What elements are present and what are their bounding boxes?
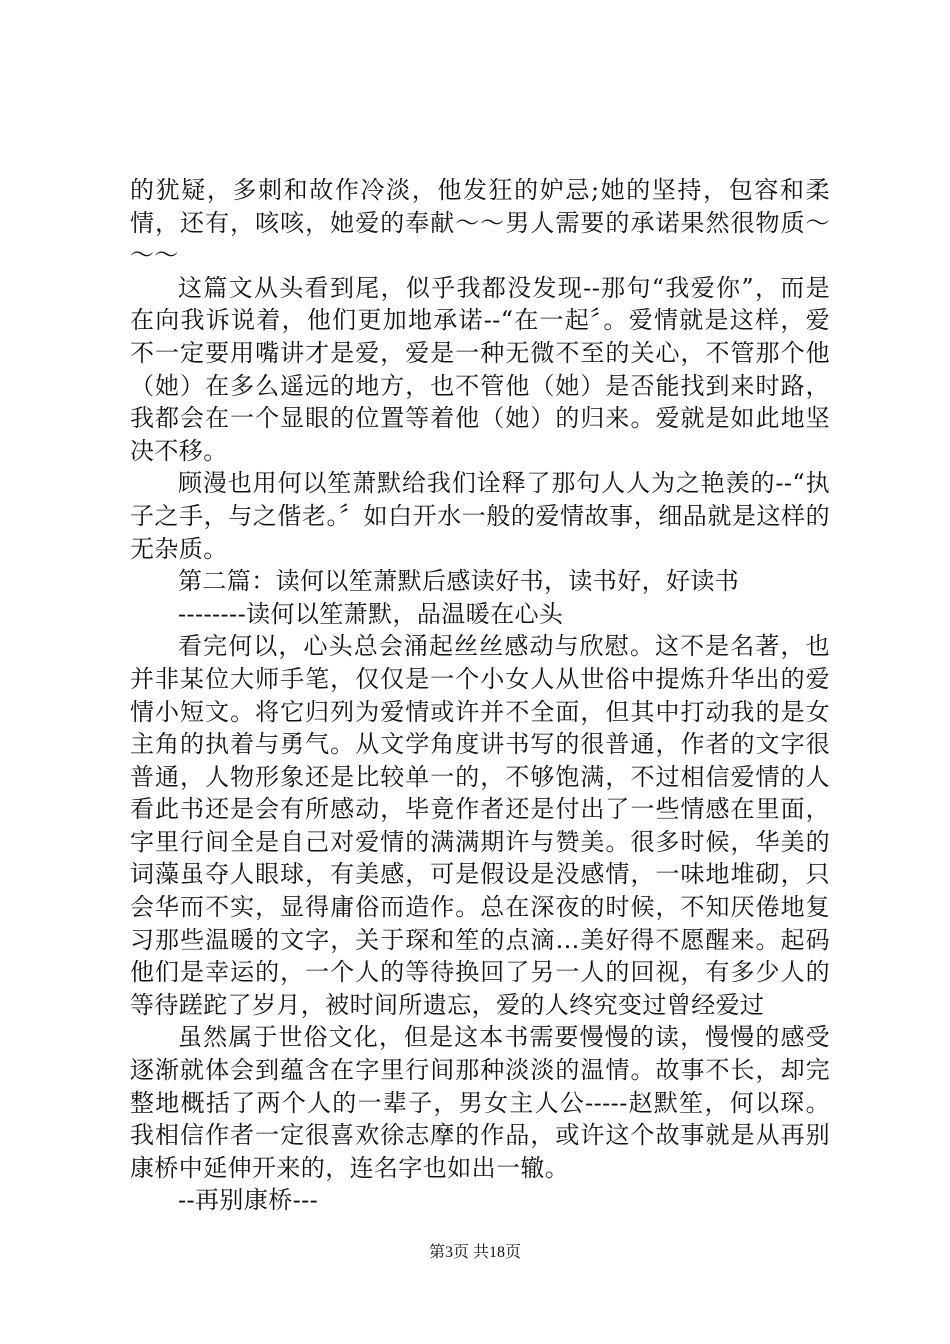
paragraph: 这篇文从头看到尾，似乎我都没发现--那句“我爱你”，而是在向我诉说着，他们更加地承诺--“在一起〞。爱情就是这样，爱不一定要用嘴讲才是爱，爱是一种无微不至的关心，不管那个他（她）在多么遥远的地方，也不管他（她）是否能找到来时路，我都会在一个显眼的位置等着他（她）的归来。爱就是如此地坚决不移。: [130, 273, 830, 465]
document-body: [130, 174, 830, 1217]
paragraph: --再别康桥---: [178, 1186, 319, 1215]
section-heading: 第二篇：读何以笙萧默后感读好书，读书好，好读书: [178, 567, 740, 596]
paragraph: 虽然属于世俗文化，但是这本书需要慢慢的读，慢慢的感受逐渐就体会到蕴含在字里行间那种淡淡的温情。故事不长，却完整地概括了两个人的一辈子，男女主人公-----赵默笙，何以琛。我相信作者一定很喜欢徐志摩的作品，或许这个故事就是从再别康桥中延伸开来的，连名字也如出一辙。: [130, 1023, 830, 1182]
paragraph: 顾漫也用何以笙萧默给我们诠释了那句人人为之艳羡的--“执子之手，与之偕老。〞如白开水一般的爱情故事，细品就是这样的无杂质。: [130, 469, 830, 563]
section-subtitle: --------读何以笙萧默，品温暖在心头: [178, 599, 564, 628]
page-number-footer: 第3页 共18页: [428, 1244, 521, 1261]
paragraph: 的犹疑，多刺和故作冷淡，他发狂的妒忌;她的坚持，包容和柔情，还有，咳咳，她爱的奉献～～男人需要的承诺果然很物质～～～: [130, 176, 830, 270]
paragraph: 看完何以，心头总会涌起丝丝感动与欣慰。这不是名著，也并非某位大师手笔，仅仅是一个小女人从世俗中提炼升华出的爱情小短文。将它归列为爱情或许并不全面，但其中打动我的是女主角的执着与勇气。从文学角度讲书写的很普通，作者的文字很普通，人物形象还是比较单一的，不够饱满，不过相信爱情的人看此书还是会有所感动，毕竟作者还是付出了一些情感在里面，字里行间全是自己对爱情的满满期许与赞美。很多时候，华美的词藻虽夺人眼球，有美感，可是假设是没感情，一味地堆砌，只会华而不实，显得庸俗而造作。总在深夜的时候，不知厌倦地复习那些温暖的文字，关于琛和笙的点滴...美好得不愿醒来。起码他们是幸运的，一个人的等待换回了另一人的回视，有多少人的等待蹉跎了岁月，被时间所遗忘，爱的人终究变过曾经爱过: [130, 632, 830, 1019]
